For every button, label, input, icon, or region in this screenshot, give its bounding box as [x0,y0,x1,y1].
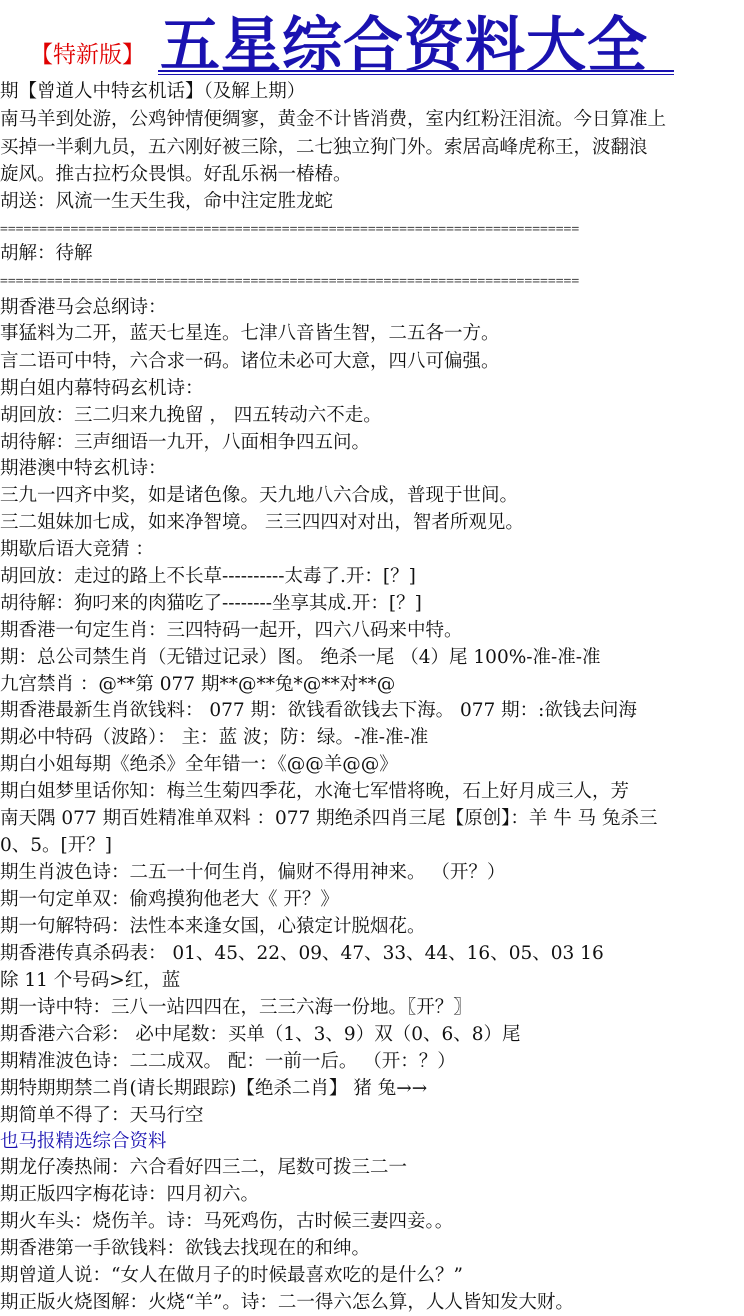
edition-tag: 【特新版】 [30,42,145,68]
text-line: 除 11 个号码>红，蓝 [0,970,181,991]
text-line: 期白姐内幕特码玄机诗： [0,378,204,399]
text-line: 三九一四齐中奖，如是诸色像。天九地八六合成，普现于世间。 [0,485,519,506]
text-line: 期【曾道人中特玄机话】（及解上期） [0,81,306,102]
text-line: 期正版四字梅花诗：四月初六。 [0,1184,260,1205]
text-line: 期香港一句定生肖：三四特码一起开，四六八码来中特。 [0,620,463,641]
title-underline [158,70,674,75]
page-header [0,0,744,81]
text-line: 言二语可中特，六合求一码。诸位未必可大意，四八可偏强。 [0,351,500,372]
text-line: 期歇后语大竞猜 ： [0,539,154,560]
text-line: 九宫禁肖 ：@**第 077 期**@**兔*@**对**@ [0,674,396,695]
text-line: 胡解：待解 [0,243,93,264]
text-line: 期港澳中特玄机诗： [0,458,167,479]
text-line: 期香港最新生肖欲钱料： 077 期：欲钱看欲钱去下海。 077 期：:欲钱去问海 [0,700,637,721]
text-line: 期一句定单双：偷鸡摸狗他老大《 开？》 [0,889,339,910]
text-line: 三二姐妹加七成，如来净智境。 三三四四对对出，智者所观见。 [0,512,524,533]
text-line: 期一句解特码：法性本来逢女国，心猿定计脱烟花。 [0,916,426,937]
text-line: 胡回放：三二归来九挽留 ， 四五转动六不走。 [0,405,382,426]
text-line: 期香港传真杀码表： 01、45、22、09、47、33、44、16、05、03 16 [0,943,604,964]
text-line: 期精准波色诗：二二成双。 配：一前一后。 （开：？） [0,1051,456,1072]
separator-line: ========================================================================== [0,222,580,237]
text-line: 期香港马会总纲诗： [0,297,167,318]
text-line: 0、5。[开？] [0,835,112,856]
text-line: 也马报精选综合资料 [0,1131,167,1152]
separator-line: ========================================================================== [0,274,580,289]
text-line: 胡待解：三声细语一九开，八面相争四五问。 [0,432,371,453]
text-line: 胡回放：走过的路上不长草----------太毒了.开：[？] [0,566,416,587]
text-line: 期白小姐每期《绝杀》全年错一：《@@羊@@》 [0,754,398,775]
text-line: 期一诗中特：三八一站四四在，三三六海一份地。〖开？〗 [0,997,472,1018]
text-line: 事猛料为二开，蓝天七星连。七津八音皆生智，二五各一方。 [0,323,500,344]
page-title: 五星综合资料大全 [160,11,648,81]
text-line: 期白姐梦里话你知：梅兰生菊四季花，水淹七军惜将晚，石上好月成三人，芳 [0,781,630,802]
text-line: 买掉一半剩九员，五六刚好被三除，二七独立狗门外。索居高峰虎称王，波翻浪 [0,137,648,158]
text-line: 胡待解：狗叼来的肉猫吃了--------坐享其成.开：[？] [0,593,422,614]
text-line: 期火车头：烧伤羊。诗：马死鸡伤，古时候三妻四妾。。 [0,1211,454,1232]
text-line: 期香港六合彩： 必中尾数：买单（1、3、9）双（0、6、8）尾 [0,1024,521,1045]
text-line: 期必中特码（波路）： 主：蓝 波；防：绿。-准-准-准 [0,727,429,748]
text-line: 旋风。推古拉朽众畏惧。好乱乐祸一椿椿。 [0,164,352,185]
text-line: 期龙仔凑热闹：六合看好四三二，尾数可拨三二一 [0,1157,408,1178]
text-line: 胡送：风流一生天生我，命中注定胜龙蛇 [0,191,334,212]
text-line: 期：总公司禁生肖（无错过记录）图。 绝杀一尾 （4）尾 100%-准-准-准 [0,647,601,668]
text-line: 期特期期禁二肖(请长期跟踪)【绝杀二肖】 猪 兔→→ [0,1078,428,1099]
text-line: 期正版火烧图解：火烧“羊”。诗：二一得六怎么算，人人皆知发大财。 [0,1292,574,1313]
text-line: 南马羊到处游，公鸡钟情便绸寥，黄金不计皆消费，室内红粉汪泪流。今日算准上 [0,109,667,130]
text-line: 南天隅 077 期百姓精准单双料 ：077 期绝杀四肖三尾【原创】：羊 牛 马 兔杀三 [0,808,658,829]
text-line: 期生肖波色诗：二五一十何生肖，偏财不得用神来。 （开？） [0,862,506,883]
text-line: 期曾道人说：“女人在做月子的时候最喜欢吃的是什么？” [0,1265,463,1286]
text-line: 期简单不得了：天马行空 [0,1105,204,1126]
text-line: 期香港第一手欲钱料：欲钱去找现在的和绅。 [0,1238,371,1259]
